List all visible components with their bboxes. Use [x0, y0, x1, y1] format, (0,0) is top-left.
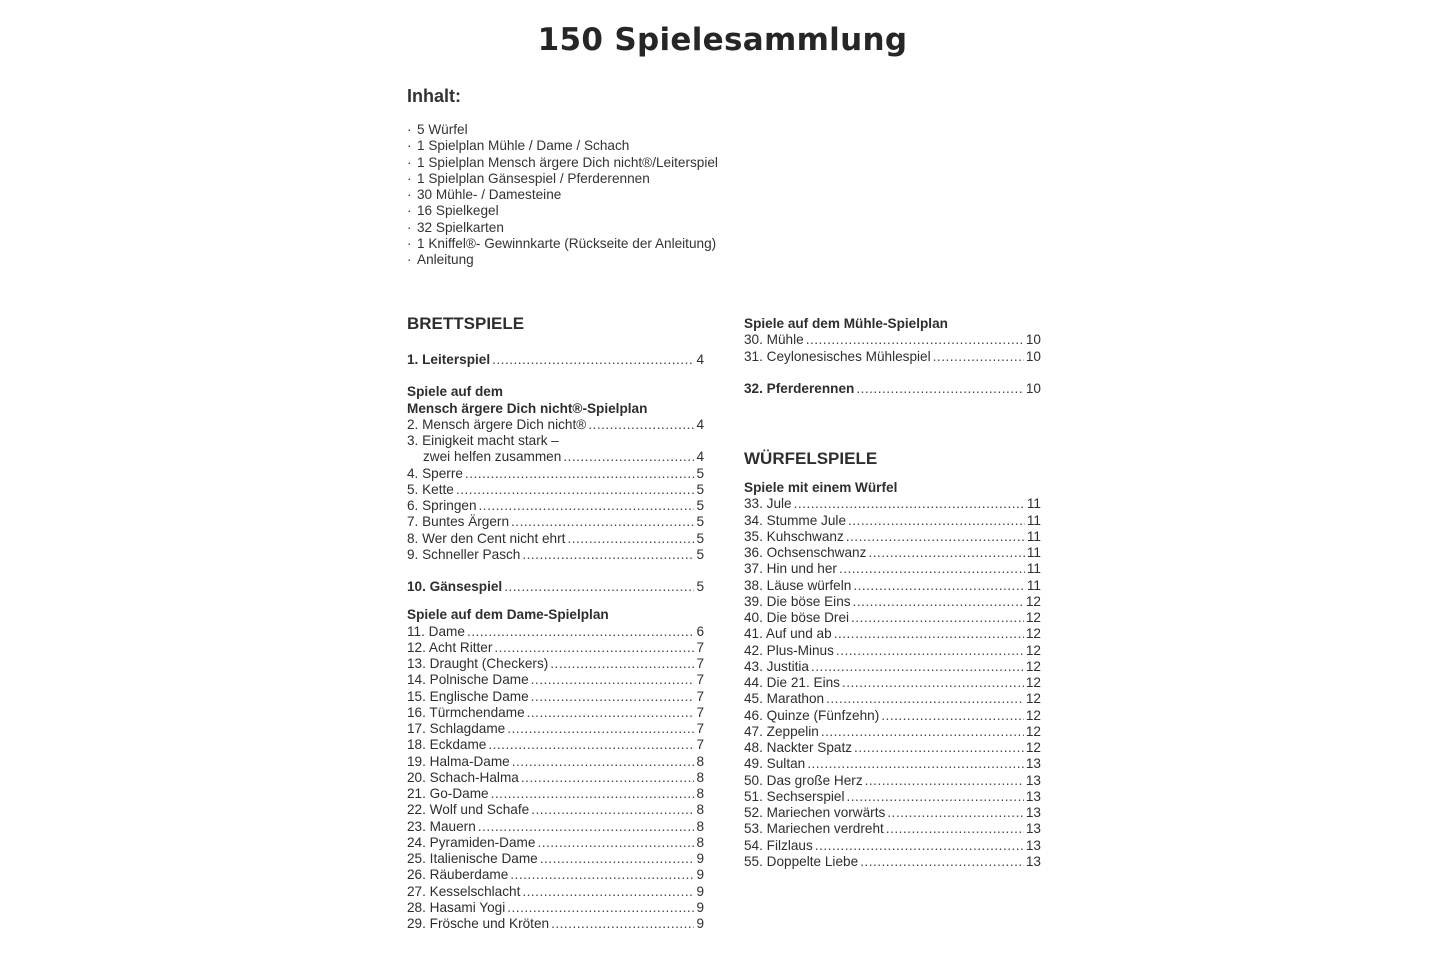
- toc-entry: 29. Frösche und Kröten ..... 9: [407, 916, 704, 932]
- contents-item: · 32 Spielkarten: [407, 220, 718, 236]
- toc-entry: 1. Leiterspiel ..... 4: [407, 352, 704, 368]
- toc-entry: 11. Dame ..... 6: [407, 624, 704, 640]
- toc-entry: 37. Hin und her ..... 11: [744, 561, 1041, 577]
- toc-entry: 17. Schlagdame ..... 7: [407, 721, 704, 737]
- toc-entry: 55. Doppelte Liebe ..... 13: [744, 854, 1041, 870]
- contents-item: · 1 Spielplan Gänsespiel / Pferderennen: [407, 171, 718, 187]
- toc-right-column: [744, 316, 1041, 870]
- toc-entry: zwei helfen zusammen ..... 4: [407, 449, 704, 465]
- toc-entry: 27. Kesselschlacht ..... 9: [407, 884, 704, 900]
- subsection-heading: Mensch ärgere Dich nicht®-Spielplan: [407, 400, 648, 416]
- contents-heading: Inhalt:: [407, 86, 461, 106]
- toc-entry: 14. Polnische Dame ..... 7: [407, 672, 704, 688]
- toc-entry: 31. Ceylonesisches Mühlespiel ..... 10: [744, 349, 1041, 365]
- toc-entry: 22. Wolf und Schafe ..... 8: [407, 802, 704, 818]
- toc-entry: 45. Marathon ..... 12: [744, 691, 1041, 707]
- contents-item: · 30 Mühle- / Damesteine: [407, 187, 718, 203]
- toc-entry: 13. Draught (Checkers) ..... 7: [407, 656, 704, 672]
- page-title: 150 Spielesammlung: [537, 22, 908, 58]
- subsection-heading: Spiele auf dem Mühle-Spielplan: [744, 316, 948, 331]
- toc-entry: 51. Sechserspiel ..... 13: [744, 789, 1041, 805]
- toc-entry: 3. Einigkeit macht stark –: [407, 433, 559, 448]
- subsection-heading: Spiele auf dem: [407, 384, 503, 400]
- toc-entry: 25. Italienische Dame ..... 9: [407, 851, 704, 867]
- toc-entry: 19. Halma-Dame ..... 8: [407, 754, 704, 770]
- toc-entry: 32. Pferderennen ..... 10: [744, 381, 1041, 397]
- toc-entry: 6. Springen ..... 5: [407, 498, 704, 514]
- contents-item: · 1 Spielplan Mensch ärgere Dich nicht®/Leiterspiel: [407, 155, 718, 171]
- contents-item: · 16 Spielkegel: [407, 203, 718, 219]
- contents-item: · Anleitung: [407, 252, 718, 268]
- toc-entry: 7. Buntes Ärgern ..... 5: [407, 514, 704, 530]
- section-heading-brettspiele: BRETTSPIELE: [407, 314, 525, 333]
- toc-entry: 42. Plus-Minus ..... 12: [744, 643, 1041, 659]
- toc-left-column: [407, 312, 704, 932]
- toc-entry: 16. Türmchendame ..... 7: [407, 705, 704, 721]
- toc-entry: 39. Die böse Eins ..... 12: [744, 594, 1041, 610]
- toc-entry: 26. Räuberdame ..... 9: [407, 867, 704, 883]
- toc-entry: 24. Pyramiden-Dame ..... 8: [407, 835, 704, 851]
- toc-entry: 38. Läuse würfeln ..... 11: [744, 578, 1041, 594]
- toc-entry: 34. Stumme Jule ..... 11: [744, 513, 1041, 529]
- toc-entry: 18. Eckdame ..... 7: [407, 737, 704, 753]
- toc-entry: 40. Die böse Drei ..... 12: [744, 610, 1041, 626]
- contents-item: · 5 Würfel: [407, 122, 718, 138]
- toc-entry: 47. Zeppelin ..... 12: [744, 724, 1041, 740]
- toc-entry: 44. Die 21. Eins ..... 12: [744, 675, 1041, 691]
- toc-entry: 12. Acht Ritter ..... 7: [407, 640, 704, 656]
- subsection-heading: Spiele auf dem Dame-Spielplan: [407, 607, 609, 623]
- toc-entry: 50. Das große Herz ..... 13: [744, 773, 1041, 789]
- toc-entry: 5. Kette ..... 5: [407, 482, 704, 498]
- toc-entry: 9. Schneller Pasch ..... 5: [407, 547, 704, 563]
- subsection-heading: Spiele mit einem Würfel: [744, 480, 898, 495]
- toc-entry: 46. Quinze (Fünfzehn) ..... 12: [744, 708, 1041, 724]
- contents-item: · 1 Spielplan Mühle / Dame / Schach: [407, 138, 718, 154]
- toc-entry: 20. Schach-Halma ..... 8: [407, 770, 704, 786]
- toc-entry: 49. Sultan ..... 13: [744, 756, 1041, 772]
- section-heading-wuerfelspiele: WÜRFELSPIELE: [744, 449, 878, 468]
- toc-entry: 4. Sperre ..... 5: [407, 466, 704, 482]
- toc-entry: 21. Go-Dame ..... 8: [407, 786, 704, 802]
- toc-entry: 33. Jule ..... 11: [744, 496, 1041, 512]
- toc-entry: 41. Auf und ab ..... 12: [744, 626, 1041, 642]
- toc-entry: 28. Hasami Yogi ..... 9: [407, 900, 704, 916]
- toc-entry: 2. Mensch ärgere Dich nicht® ..... 4: [407, 417, 704, 433]
- toc-entry: 54. Filzlaus ..... 13: [744, 838, 1041, 854]
- toc-entry: 53. Mariechen verdreht ..... 13: [744, 821, 1041, 837]
- toc-entry: 35. Kuhschwanz ..... 11: [744, 529, 1041, 545]
- contents-list: [407, 122, 718, 268]
- contents-item: · 1 Kniffel®- Gewinnkarte (Rückseite der Anleitung): [407, 236, 718, 252]
- toc-entry: 48. Nackter Spatz ..... 12: [744, 740, 1041, 756]
- toc-entry: 15. Englische Dame ..... 7: [407, 689, 704, 705]
- toc-entry: 43. Justitia ..... 12: [744, 659, 1041, 675]
- toc-entry: 36. Ochsenschwanz ..... 11: [744, 545, 1041, 561]
- toc-entry: 8. Wer den Cent nicht ehrt ..... 5: [407, 531, 704, 547]
- toc-entry: 30. Mühle ..... 10: [744, 332, 1041, 348]
- toc-entry: 10. Gänsespiel ..... 5: [407, 579, 704, 595]
- toc-entry: 52. Mariechen vorwärts ..... 13: [744, 805, 1041, 821]
- toc-entry: 23. Mauern ..... 8: [407, 819, 704, 835]
